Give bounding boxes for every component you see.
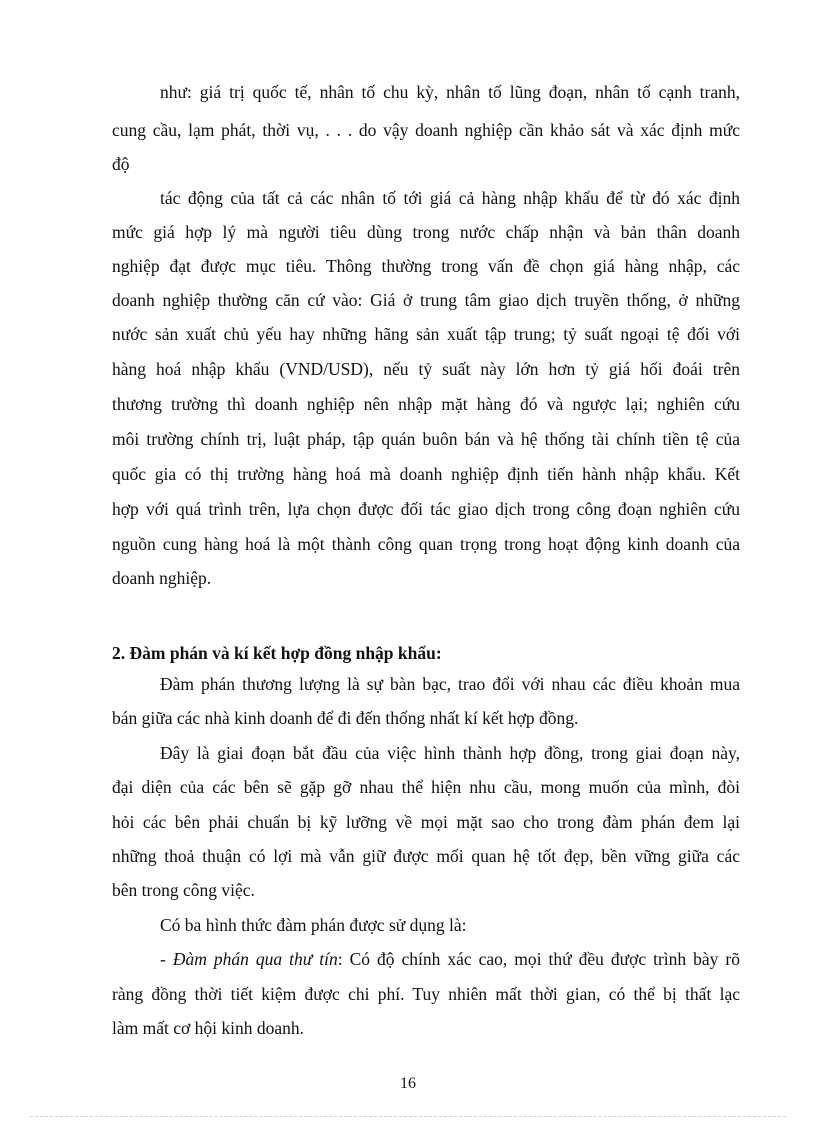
text-line: đại diện của các bên sẽ gặp gỡ nhau thể hiện nhu cầu, mong muốn của mình, đòi [112, 777, 740, 797]
text-line: nghiệp đạt được mục tiêu. Thông thường trong vấn đề chọn giá hàng nhập, các [112, 256, 740, 276]
bullet-prefix: - [160, 949, 173, 969]
text-line: hợp với quá trình trên, lựa chọn được đối tác giao dịch trong công đoạn nghiên cứu [112, 499, 740, 519]
text-line: mức giá hợp lý mà người tiêu dùng trong nước chấp nhận và bản thân doanh [112, 222, 740, 242]
text-line: quốc gia có thị trường hàng hoá mà doanh nghiệp định tiến hành nhập khẩu. Kết [112, 464, 740, 484]
text-line: nước sản xuất chủ yếu hay những hãng sản xuất tập trung; tỷ suất ngoại tệ đối với [112, 324, 740, 344]
bullet-text: : Có độ chính xác cao, mọi thứ đều được trình bày rõ [337, 949, 740, 969]
text-line: làm mất cơ hội kinh doanh. [112, 1018, 304, 1038]
text-line: bên trong công việc. [112, 880, 255, 900]
text-line: ràng đồng thời tiết kiệm được chi phí. Tuy nhiên mất thời gian, có thể bị thất lạc [112, 984, 740, 1004]
text-line: tác động của tất cả các nhân tố tới giá cả hàng nhập khẩu để từ đó xác định [160, 188, 740, 208]
text-line: thương trường thì doanh nghiệp nên nhập mặt hàng đó và ngược lại; nghiên cứu [112, 394, 740, 414]
text-line: cung cầu, lạm phát, thời vụ, . . . do vậy doanh nghiệp cần khảo sát và xác định mức [112, 120, 740, 140]
text-line: doanh nghiệp. [112, 568, 212, 588]
text-line: Có ba hình thức đàm phán được sử dụng là: [160, 915, 467, 935]
text-line: độ [112, 154, 130, 174]
text-line: hỏi các bên phải chuẩn bị kỹ lưỡng về mọi mặt sao cho trong đàm phán đem lại [112, 812, 740, 832]
bullet-italic-term: Đàm phán qua thư tín [172, 949, 338, 969]
text-line: nguồn cung hàng hoá là một thành công quan trọng trong hoạt động kinh doanh của [112, 534, 740, 554]
text-line: hàng hoá nhập khẩu (VND/USD), nếu tỷ suất này lớn hơn tỷ giá hối đoái trên [112, 359, 740, 379]
text-line: môi trường chính trị, luật pháp, tập quán buôn bán và hệ thống tài chính tiền tệ của [112, 429, 740, 449]
text-line: bán giữa các nhà kinh doanh để đi đến thống nhất kí kết hợp đồng. [112, 708, 579, 728]
text-line: doanh nghiệp thường căn cứ vào: Giá ở trung tâm giao dịch truyền thống, ở những [112, 290, 740, 310]
footer-divider [30, 1116, 786, 1117]
text-line: Đàm phán thương lượng là sự bàn bạc, trao đổi với nhau các điều khoản mua [160, 674, 740, 694]
bullet-line [160, 947, 740, 971]
text-line: những thoả thuận có lợi mà vẫn giữ được mối quan hệ tốt đẹp, bền vững giữa các [112, 846, 740, 866]
text-line: như: giá trị quốc tế, nhân tố chu kỳ, nhân tố lũng đoạn, nhân tố cạnh tranh, [160, 82, 740, 102]
section-heading: 2. Đàm phán và kí kết hợp đồng nhập khẩu: [112, 643, 442, 663]
page-number: 16 [400, 1075, 416, 1092]
text-line: Đây là giai đoạn bắt đầu của việc hình thành hợp đồng, trong giai đoạn này, [160, 743, 740, 763]
